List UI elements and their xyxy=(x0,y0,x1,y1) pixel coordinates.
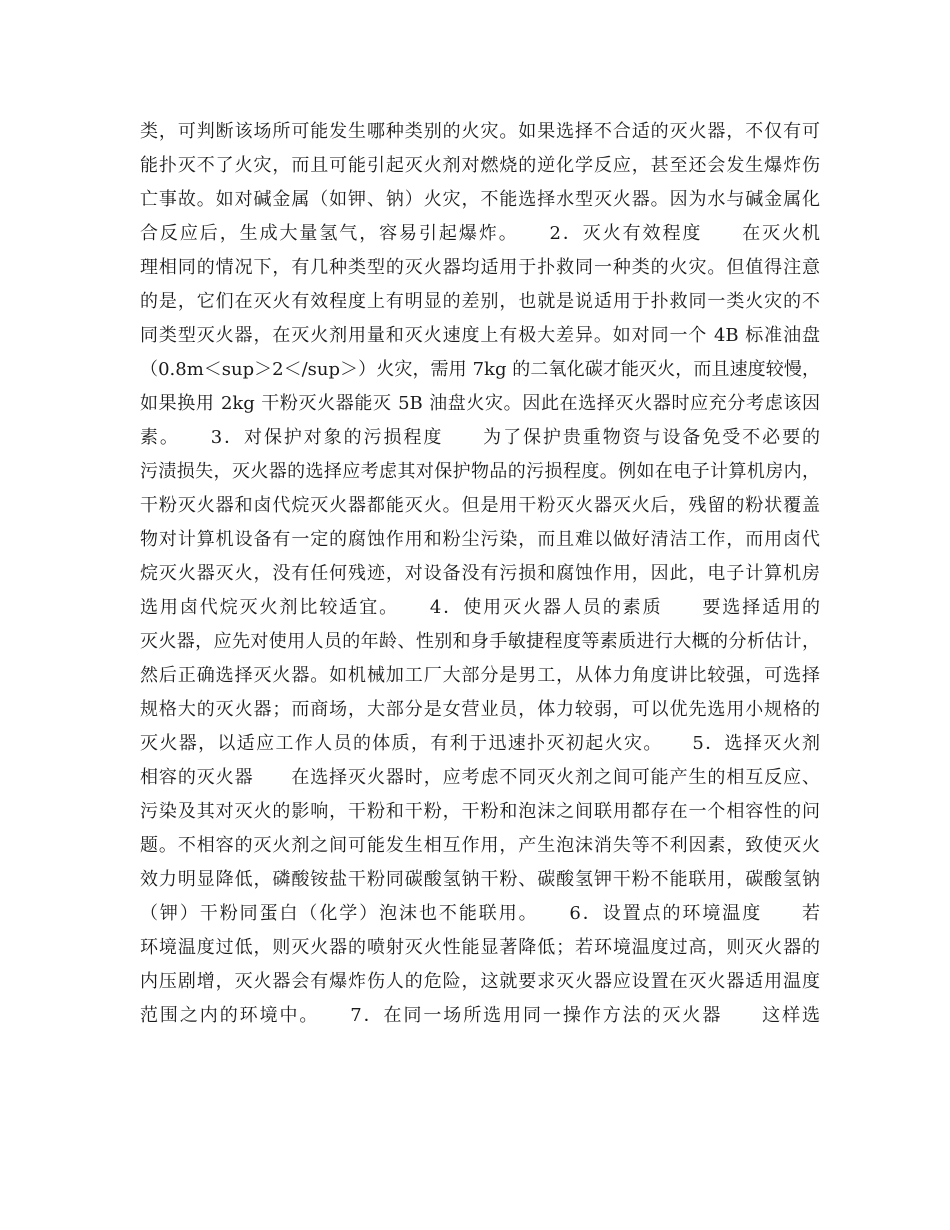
text-line: 然后正确选择灭火器。如机械加工厂大部分是男工，从体力角度讲比较强，可选择 xyxy=(140,665,820,686)
text-line: 灭火器，应先对使用人员的年龄、性别和身手敏捷程度等素质进行大概的分析估计， xyxy=(140,631,820,652)
text-line: 如果换用 2kg 干粉灭火器能灭 5B 油盘火灾。因此在选择灭火器时应充分考虑该因 xyxy=(140,393,820,414)
text-line: （钾）干粉同蛋白（化学）泡沫也不能联用。 6．设置点的环境温度 若 xyxy=(140,903,820,924)
text-line: 烷灭火器灭火，没有任何残迹，对设备没有污损和腐蚀作用，因此，电子计算机房 xyxy=(140,563,820,584)
text-line: 选用卤代烷灭火剂比较适宜。 4．使用灭火器人员的素质 要选择适用的 xyxy=(140,597,820,618)
text-line: 合反应后，生成大量氢气，容易引起爆炸。 2．灭火有效程度 在灭火机 xyxy=(140,223,820,244)
text-line: 物对计算机设备有一定的腐蚀作用和粉尘污染，而且难以做好清洁工作，而用卤代 xyxy=(140,529,820,550)
text-line: 干粉灭火器和卤代烷灭火器都能灭火。但是用干粉灭火器灭火后，残留的粉状覆盖 xyxy=(140,495,820,516)
text-line: 素。 3．对保护对象的污损程度 为了保护贵重物资与设备免受不必要的 xyxy=(140,427,820,448)
text-line: 类，可判断该场所可能发生哪种类别的火灾。如果选择不合适的灭火器，不仅有可 xyxy=(140,121,820,142)
text-line: 相容的灭火器 在选择灭火器时，应考虑不同灭火剂之间可能产生的相互反应、 xyxy=(140,767,820,788)
text-line: 规格大的灭火器；而商场，大部分是女营业员，体力较弱，可以优先选用小规格的 xyxy=(140,699,820,720)
text-line: 理相同的情况下，有几种类型的灭火器均适用于扑救同一种类的火灾。但值得注意 xyxy=(140,257,820,278)
text-line: 污染及其对灭火的影响，干粉和干粉，干粉和泡沫之间联用都存在一个相容性的问 xyxy=(140,801,820,822)
text-line: 题。不相容的灭火剂之间可能发生相互作用，产生泡沫消失等不利因素，致使灭火 xyxy=(140,835,820,856)
text-line: 内压剧增，灭火器会有爆炸伤人的危险，这就要求灭火器应设置在灭火器适用温度 xyxy=(140,971,820,992)
text-line: 环境温度过低，则灭火器的喷射灭火性能显著降低；若环境温度过高，则灭火器的 xyxy=(140,937,820,958)
text-line: 同类型灭火器，在灭火剂用量和灭火速度上有极大差异。如对同一个 4B 标准油盘 xyxy=(140,325,820,346)
text-line: 灭火器，以适应工作人员的体质，有利于迅速扑灭初起火灾。 5．选择灭火剂 xyxy=(140,733,820,754)
text-line: 的是，它们在灭火有效程度上有明显的差别，也就是说适用于扑救同一类火灾的不 xyxy=(140,291,820,312)
text-line: 能扑灭不了火灾，而且可能引起灭火剂对燃烧的逆化学反应，甚至还会发生爆炸伤 xyxy=(140,155,820,176)
body-text xyxy=(140,115,820,1033)
text-line: 效力明显降低，磷酸铵盐干粉同碳酸氢钠干粉、碳酸氢钾干粉不能联用，碳酸氢钠 xyxy=(140,869,820,890)
text-line: 亡事故。如对碱金属（如钾、钠）火灾，不能选择水型灭火器。因为水与碱金属化 xyxy=(140,189,820,210)
text-line: 范围之内的环境中。 7．在同一场所选用同一操作方法的灭火器 这样选 xyxy=(140,1005,820,1026)
text-line: （0.8m＜sup＞2＜/sup＞）火灾，需用 7kg 的二氧化碳才能灭火，而且速度较慢， xyxy=(140,359,820,380)
text-line: 污渍损失，灭火器的选择应考虑其对保护物品的污损程度。例如在电子计算机房内， xyxy=(140,461,820,482)
